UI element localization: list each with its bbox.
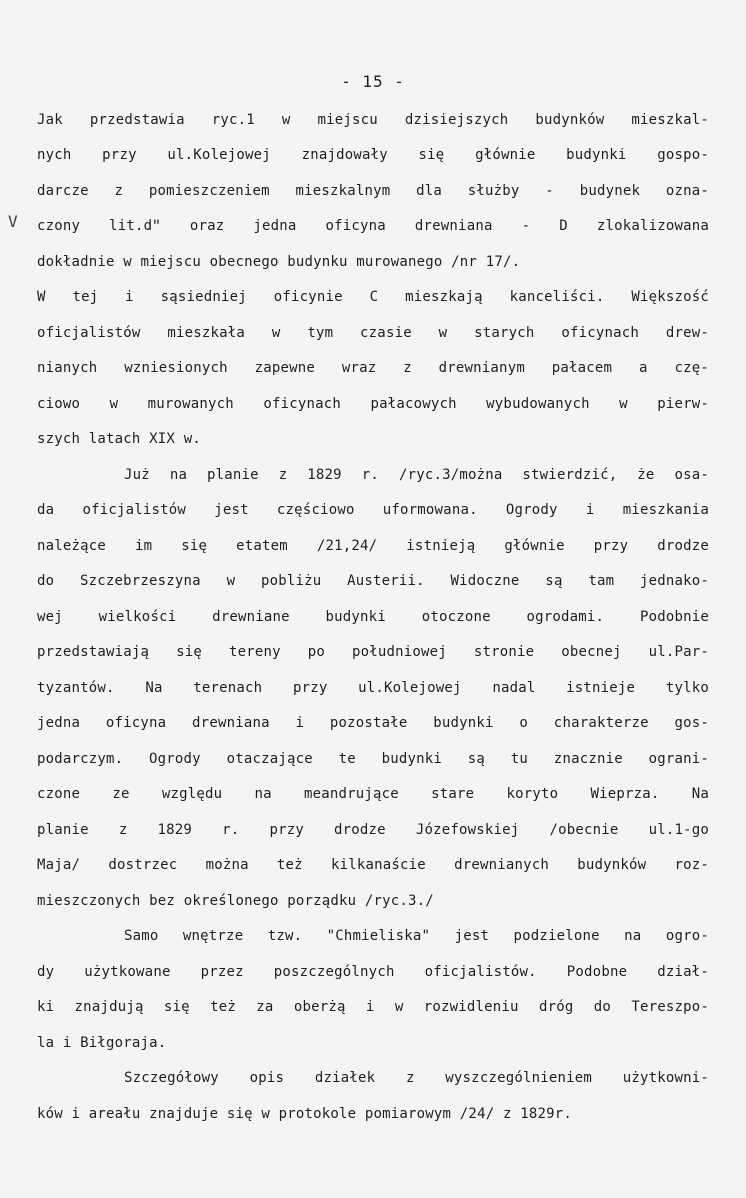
text-line: jedna oficyna drewniana i pozostałe budynki o charakterze gos-	[37, 715, 709, 731]
text-line: darcze z pomieszczeniem mieszkalnym dla służby - budynek ozna-	[37, 183, 709, 199]
text-line: W tej i sąsiedniej oficynie C mieszkają kanceliści. Większość	[37, 289, 709, 305]
text-line: podarczym. Ogrody otaczające te budynki są tu znacznie ograni-	[37, 751, 709, 767]
text-line: la i Biłgoraja.	[37, 1035, 167, 1051]
text-line: dy użytkowane przez poszczególnych oficjalistów. Podobne dział-	[37, 964, 709, 980]
text-line: wej wielkości drewniane budynki otoczone ogrodami. Podobnie	[37, 609, 709, 625]
text-line: planie z 1829 r. przy drodze Józefowskiej /obecnie ul.1-go	[37, 822, 709, 838]
text-line: Jak przedstawia ryc.1 w miejscu dzisiejszych budynków mieszkal-	[37, 112, 709, 128]
text-line: Maja/ dostrzec można też kilkanaście drewnianych budynków roz-	[37, 857, 709, 873]
text-line: tyzantów. Na terenach przy ul.Kolejowej nadal istnieje tylko	[37, 680, 709, 696]
text-line: dokładnie w miejscu obecnego budynku murowanego /nr 17/.	[37, 254, 521, 270]
text-line: należące im się etatem /21,24/ istnieją głównie przy drodze	[37, 538, 709, 554]
text-line: nych przy ul.Kolejowej znajdowały się głównie budynki gospo-	[37, 147, 709, 163]
text-line: Już na planie z 1829 r. /ryc.3/można stwierdzić, że osa-	[124, 467, 709, 483]
text-line: czony lit.dʺ oraz jedna oficyna drewniana - D zlokalizowana	[37, 218, 709, 234]
text-line: mieszczonych bez określonego porządku /ryc.3./	[37, 893, 434, 909]
text-line: ki znajdują się też za oberżą i w rozwidleniu dróg do Tereszpo-	[37, 999, 709, 1015]
text-line: ków i areału znajduje się w protokole pomiarowym /24/ z 1829r.	[37, 1106, 572, 1122]
text-line: szych latach XIX w.	[37, 431, 201, 447]
page-number: - 15 -	[341, 72, 405, 91]
text-line: do Szczebrzeszyna w pobliżu Austerii. Widoczne są tam jednako-	[37, 573, 709, 589]
text-line: czone ze względu na meandrujące stare koryto Wieprza. Na	[37, 786, 709, 802]
text-line: Samo wnętrze tzw. "Chmieliska" jest podzielone na ogro-	[124, 928, 709, 944]
text-line: nianych wzniesionych zapewne wraz z drewnianym pałacem a czę-	[37, 360, 709, 376]
text-line: da oficjalistów jest częściowo uformowana. Ogrody i mieszkania	[37, 502, 709, 518]
text-line: przedstawiają się tereny po południowej stronie obecnej ul.Par-	[37, 644, 709, 660]
margin-check-mark: V	[8, 212, 18, 231]
text-line: oficjalistów mieszkała w tym czasie w starych oficynach drew-	[37, 325, 709, 341]
text-line: Szczegółowy opis działek z wyszczególnieniem użytkowni-	[124, 1070, 709, 1086]
text-line: ciowo w murowanych oficynach pałacowych wybudowanych w pierw-	[37, 396, 709, 412]
